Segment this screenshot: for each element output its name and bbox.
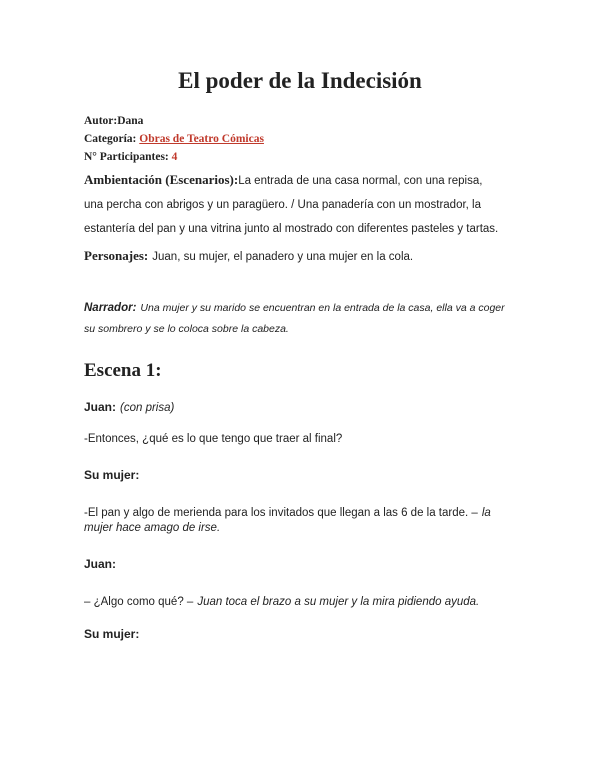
personajes-value: Juan, su mujer, el panadero y una mujer en la cola. (152, 251, 414, 263)
stage-direction: (con prisa) (120, 402, 175, 414)
ambientacion-line-3: estantería del pan y una vitrina junto al mostrado con diferentes pasteles y tartas. (84, 223, 499, 235)
juan-dialogue-1: -Entonces, ¿qué es lo que tengo que traer al final? (84, 433, 343, 445)
personajes-label: Personajes: (84, 248, 149, 263)
mujer-dialogue-text: -El pan y algo de merienda para los invitados que llegan a las 6 de la tarde. – (84, 507, 478, 519)
ambientacion-line-1 (84, 171, 482, 189)
participants-value[interactable]: 4 (171, 151, 178, 163)
mujer-dialogue-ital: la (481, 507, 491, 519)
scene-heading: Escena 1: (84, 360, 162, 381)
juan-dialogue-2 (84, 592, 479, 610)
mujer-dialogue-2: mujer hace amago de irse. (84, 522, 221, 534)
juan-dialogue-2-text: – ¿Algo como qué? – (84, 596, 194, 608)
participants-line (84, 151, 177, 163)
mujer-dialogue-1 (84, 503, 491, 521)
personajes-line (84, 247, 413, 265)
category-line (84, 133, 264, 145)
speaker-su-mujer: Su mujer: (84, 468, 140, 482)
narrador-line-2: su sombrero y se lo coloca sobre la cabeza. (84, 323, 289, 335)
ambientacion-line-2: una percha con abrigos y un paragüero. / Una panadería con un mostrador, la (84, 199, 482, 211)
ambientacion-text-1: La entrada de una casa normal, con una repisa, (238, 175, 483, 187)
narrador-line-1 (84, 298, 505, 316)
category-link[interactable]: Obras de Teatro Cómicas (139, 133, 264, 145)
speaker-juan: Juan: (84, 400, 117, 414)
author-line (84, 115, 143, 127)
participants-label: N° Participantes: (84, 151, 169, 163)
document-title: El poder de la Indecisión (178, 68, 422, 93)
author-label: Autor: (84, 115, 118, 127)
speaker-su-mujer-2: Su mujer: (84, 627, 140, 641)
ambientacion-label: Ambientación (Escenarios): (84, 172, 239, 187)
category-label: Categoría: (84, 133, 137, 145)
narrador-label: Narrador: (84, 302, 137, 314)
narrador-text-1: Una mujer y su marido se encuentran en la entrada de la casa, ella va a coger (140, 302, 505, 314)
speaker-juan-2: Juan: (84, 557, 117, 571)
juan-dialogue-2-ital: Juan toca el brazo a su mujer y la mira pidiendo ayuda. (197, 596, 480, 608)
juan-line-1 (84, 398, 174, 416)
author-value: Dana (117, 115, 144, 127)
